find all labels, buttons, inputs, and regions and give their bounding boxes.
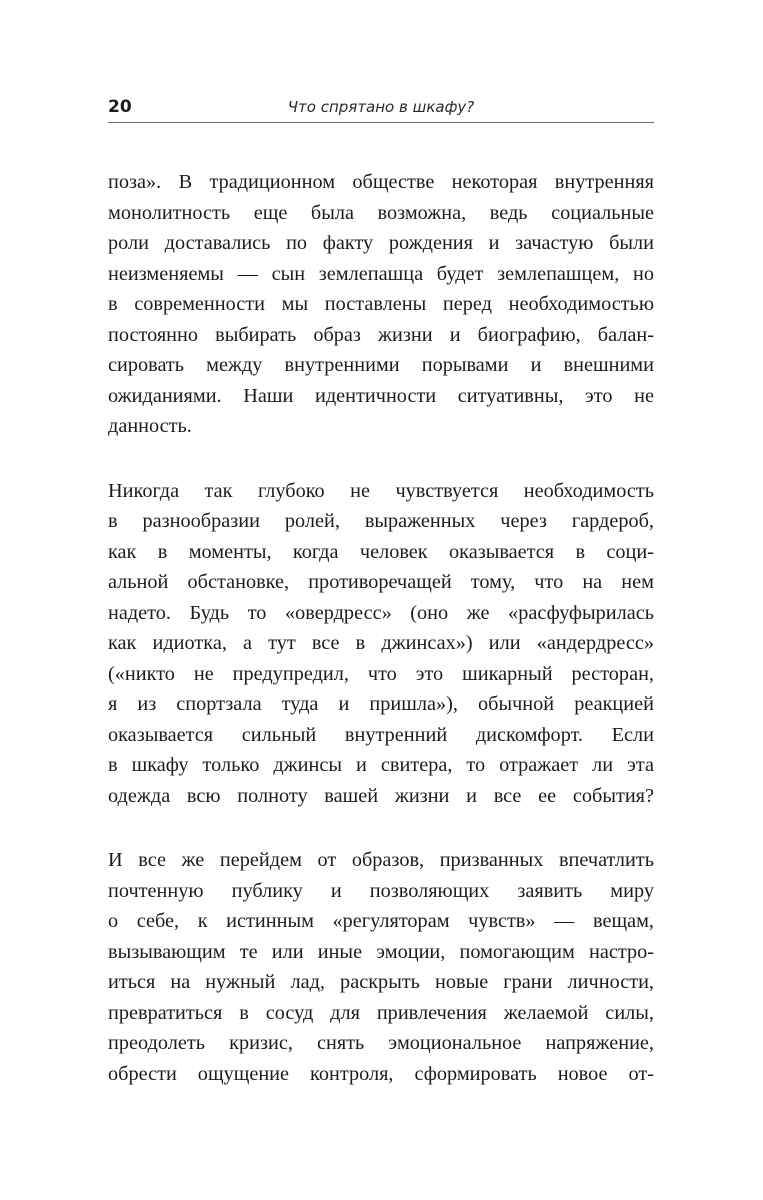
page-number: 20 bbox=[108, 97, 132, 117]
text-line: Никогда так глубоко не чувствуется необходимость bbox=[108, 479, 654, 502]
text-line: в шкафу только джинсы и свитера, то отражает ли эта bbox=[108, 754, 654, 776]
text-line: преодолеть кризис, снять эмоциональное напряжение, bbox=[108, 1032, 654, 1054]
text-line: («никто не предупредил, что это шикарный ресторан, bbox=[108, 662, 654, 685]
running-header bbox=[108, 94, 654, 123]
text-line: монолитность еще была возможна, ведь социальные bbox=[108, 201, 654, 224]
text-line: превратиться в сосуд для привлечения желаемой силы, bbox=[108, 1001, 654, 1024]
text-line: ожиданиями. Наши идентичности ситуативны, это не bbox=[108, 384, 654, 407]
text-line: надето. Будь то «овердресс» (оно же «расфуфырилась bbox=[108, 601, 654, 624]
text-line: почтенную публику и позволяющих заявить миру bbox=[108, 879, 654, 902]
text-line: И все же перейдем от образов, призванных впечатлить bbox=[108, 849, 654, 871]
text-line: роли доставались по факту рождения и зачастую были bbox=[108, 232, 654, 254]
text-line: одежда всю полноту вашей жизни и все ее события? bbox=[108, 784, 654, 807]
text-line: оказывается сильный внутренний дискомфорт. Если bbox=[108, 723, 654, 746]
text-line: неизменяемы — сын землепашца будет землепашцем, но bbox=[108, 262, 654, 285]
running-title: Что спрятано в шкафу? bbox=[287, 98, 475, 116]
text-line: в современности мы поставлены перед необходимостью bbox=[108, 293, 654, 315]
text-line: я из спортзала туда и пришла»), обычной реакцией bbox=[108, 693, 654, 715]
text-line: альной обстановке, противоречащей тому, что на нем bbox=[108, 571, 654, 593]
paragraph-1 bbox=[108, 167, 654, 442]
text-line: о себе, к истинным «регуляторам чувств» — вещам, bbox=[108, 910, 654, 932]
text-line: поза». В традиционном обществе некоторая внутренняя bbox=[108, 171, 654, 193]
paragraph-3 bbox=[108, 845, 654, 1089]
body-text bbox=[108, 167, 654, 1123]
text-line: иться на нужный лад, раскрыть новые грани личности, bbox=[108, 971, 654, 993]
text-line: вызывающим те или иные эмоции, помогающим настро- bbox=[108, 940, 654, 963]
paragraph-2 bbox=[108, 476, 654, 812]
text-line: в разнообразии ролей, выраженных через гардероб, bbox=[108, 510, 654, 532]
text-line: как в моменты, когда человек оказывается в соци- bbox=[108, 540, 654, 563]
text-line: данность. bbox=[108, 415, 192, 437]
text-line: обрести ощущение контроля, сформировать новое от- bbox=[108, 1062, 654, 1085]
text-line: как идиотка, а тут все в джинсах») или «андердресс» bbox=[108, 632, 654, 654]
text-line: постоянно выбирать образ жизни и биографию, балан- bbox=[108, 323, 654, 346]
text-line: сировать между внутренними порывами и внешними bbox=[108, 354, 654, 376]
